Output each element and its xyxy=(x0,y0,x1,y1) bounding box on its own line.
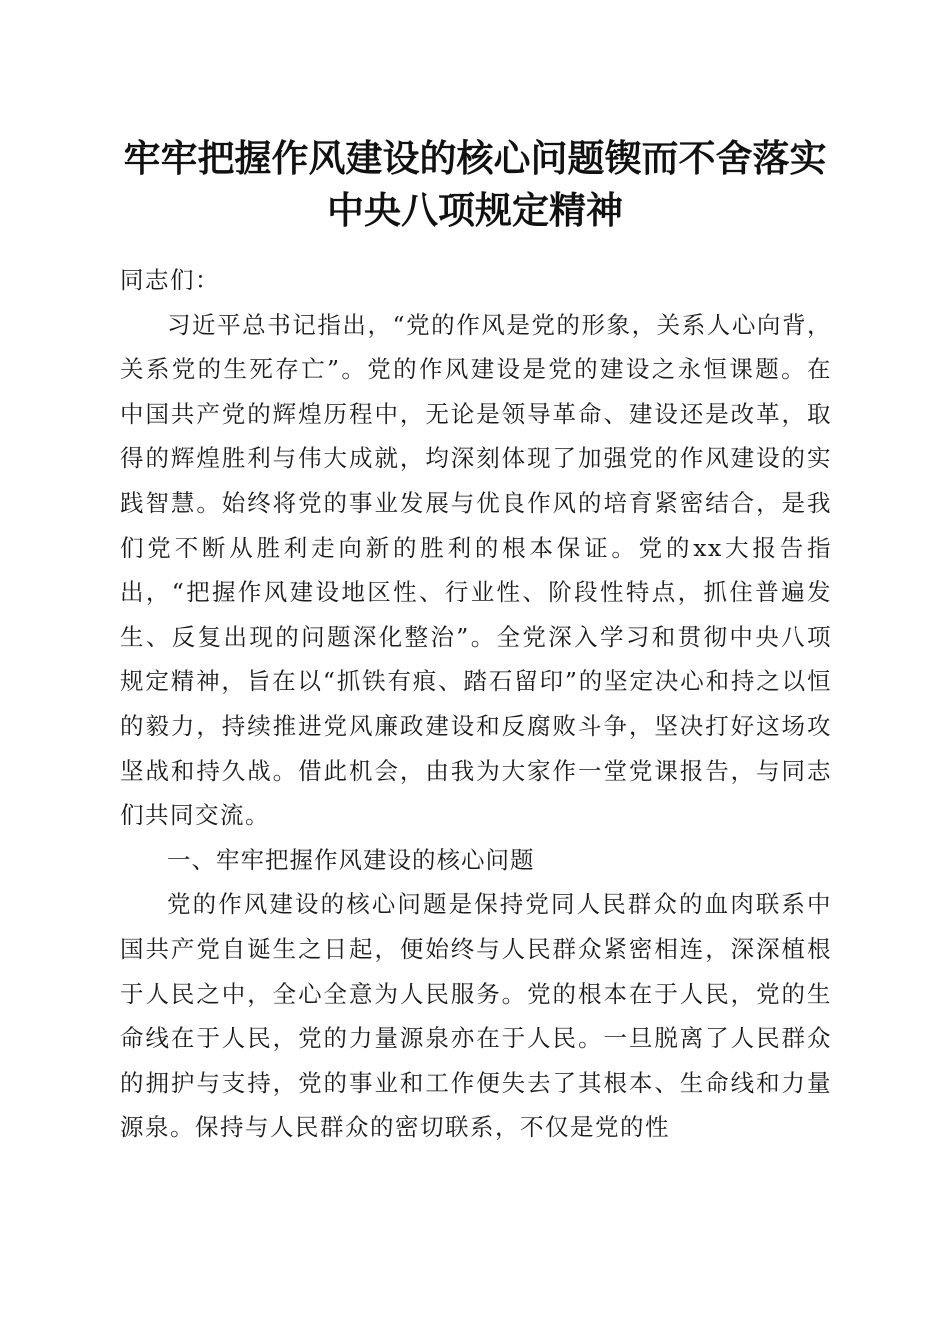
intro-paragraph: 习近平总书记指出，“党的作风是党的形象，关系人心向背，关系党的生死存亡”。党的作风建设是党的建设之永恒课题。在中国共产党的辉煌历程中，无论是领导革命、建设还是改革，取得的辉煌胜利与伟大成就，均深刻体现了加强党的作风建设的实践智慧。始终将党的事业发展与优良作风的培育紧密结合，是我们党不断从胜利走向新的胜利的根本保证。党的xx大报告指出，“把握作风建设地区性、行业性、阶段性特点，抓住普遍发生、反复出现的问题深化整治”。全党深入学习和贯彻中央八项规定精神，旨在以“抓铁有痕、踏石留印”的坚定决心和持之以恒的毅力，持续推进党风廉政建设和反腐败斗争，坚决打好这场攻坚战和持久战。借此机会，由我为大家作一堂党课报告，与同志们共同交流。 xyxy=(120,310,832,830)
section-heading: 一、牢牢把握作风建设的核心问题 xyxy=(167,845,535,874)
salutation: 同志们： xyxy=(120,266,220,294)
document-title: 牢牢把握作风建设的核心问题锲而不舍落实中央八项规定精神 xyxy=(123,136,827,232)
document-body xyxy=(120,258,832,1150)
section-paragraph: 党的作风建设的核心问题是保持党同人民群众的血肉联系中国共产党自诞生之日起，便始终与人民群众紧密相连，深深植根于人民之中，全心全意为人民服务。党的根本在于人民，党的生命线在于人民，党的力量源泉亦在于人民。一旦脱离了人民群众的拥护与支持，党的事业和工作便失去了其根本、生命线和力量源泉。保持与人民群众的密切联系，不仅是党的性 xyxy=(120,890,832,1142)
